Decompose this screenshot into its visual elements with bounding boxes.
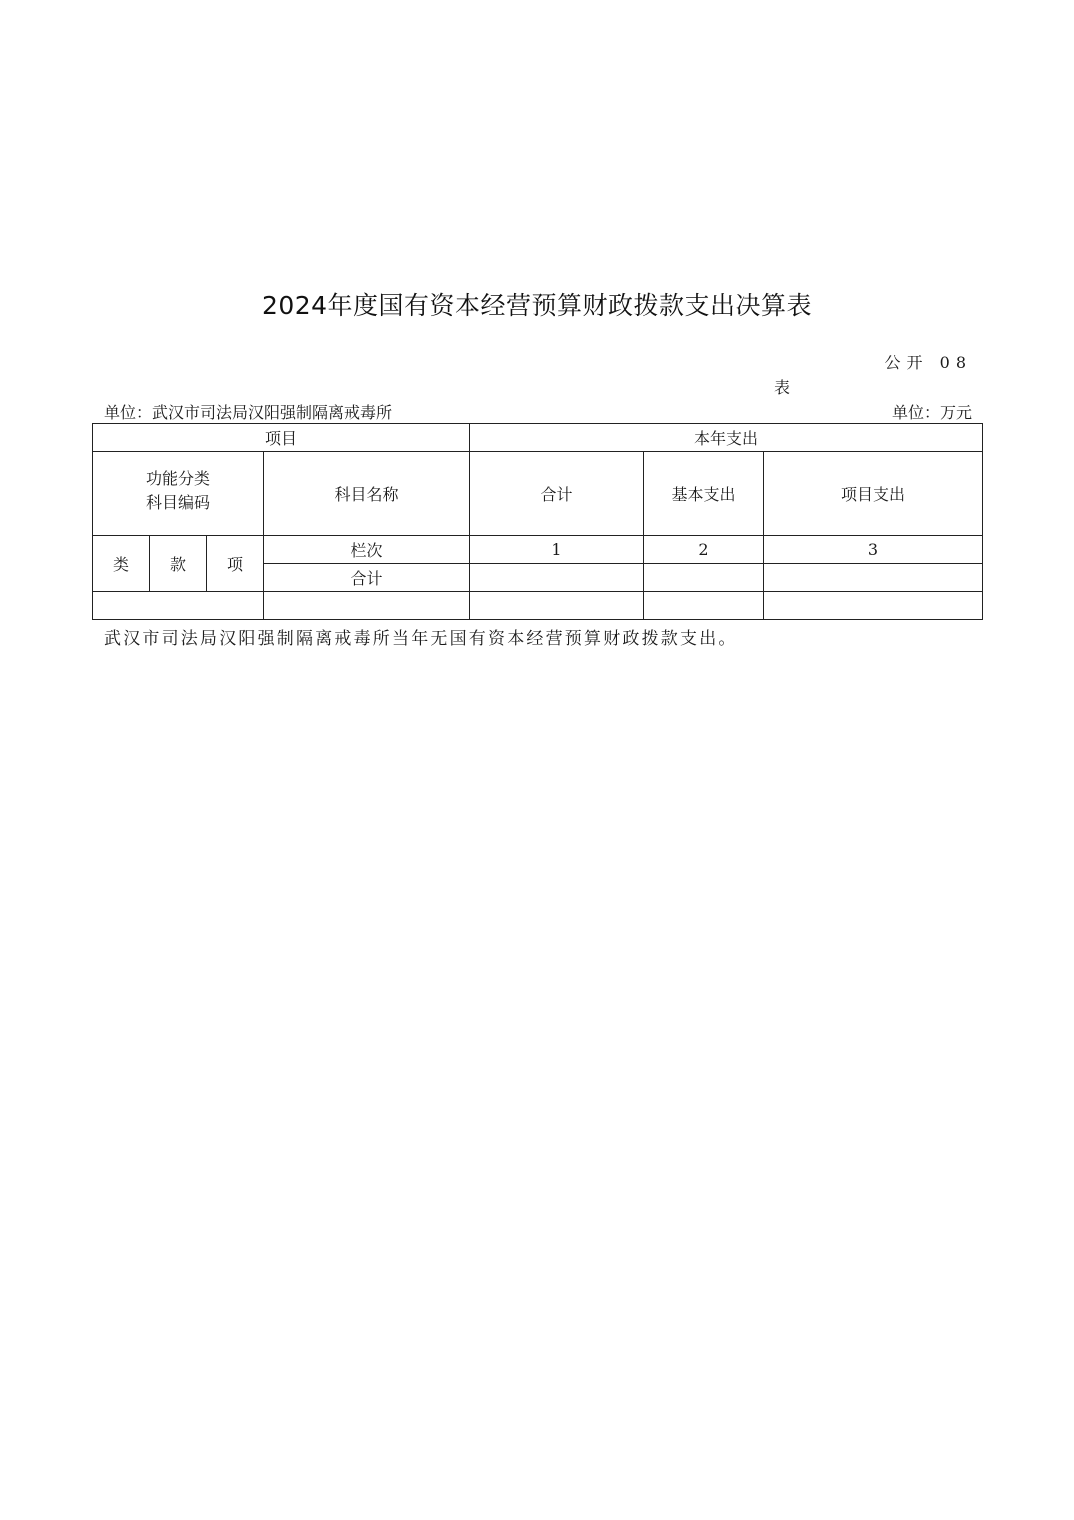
header-basic-expense: 基本支出 [644,452,764,536]
currency-unit: 单位：万元 [891,403,972,422]
form-number: 公开 08 [884,353,972,372]
total-value-cell [470,564,644,592]
form-number-suffix: 表 [774,378,791,397]
empty-cell [644,592,764,620]
col-xiang: 项 [207,536,264,592]
empty-cell [264,592,470,620]
column-number-1: 1 [470,536,644,564]
column-number-3: 3 [764,536,983,564]
page-title: 2024年度国有资本经营预算财政拨款支出决算表 [261,291,813,320]
header-total: 合计 [470,452,644,536]
header-subject-name: 科目名称 [264,452,470,536]
column-order-row [93,536,983,564]
func-class-line1: 功能分类 [145,468,210,488]
column-number-2: 2 [644,536,764,564]
total-row-label: 合计 [264,564,470,592]
basic-value-cell [644,564,764,592]
col-lei: 类 [93,536,150,592]
empty-cell [470,592,644,620]
header-item: 项目 [93,424,470,452]
empty-cell [93,592,264,620]
project-value-cell [764,564,983,592]
reporting-unit: 单位：武汉市司法局汉阳强制隔离戒毒所 [104,403,393,422]
header-current-year: 本年支出 [470,424,983,452]
header-project-expense: 项目支出 [764,452,983,536]
column-order-label: 栏次 [264,536,470,564]
budget-table [92,423,983,620]
footnote: 武汉市司法局汉阳强制隔离戒毒所当年无国有资本经营预算财政拨款支出。 [104,629,738,649]
empty-cell [764,592,983,620]
table-header-row [93,424,983,452]
func-class-line2: 科目编码 [145,492,210,512]
empty-data-row [93,592,983,620]
col-kuan: 款 [150,536,207,592]
table-subheader-row [93,452,983,536]
header-func-class [93,452,264,536]
